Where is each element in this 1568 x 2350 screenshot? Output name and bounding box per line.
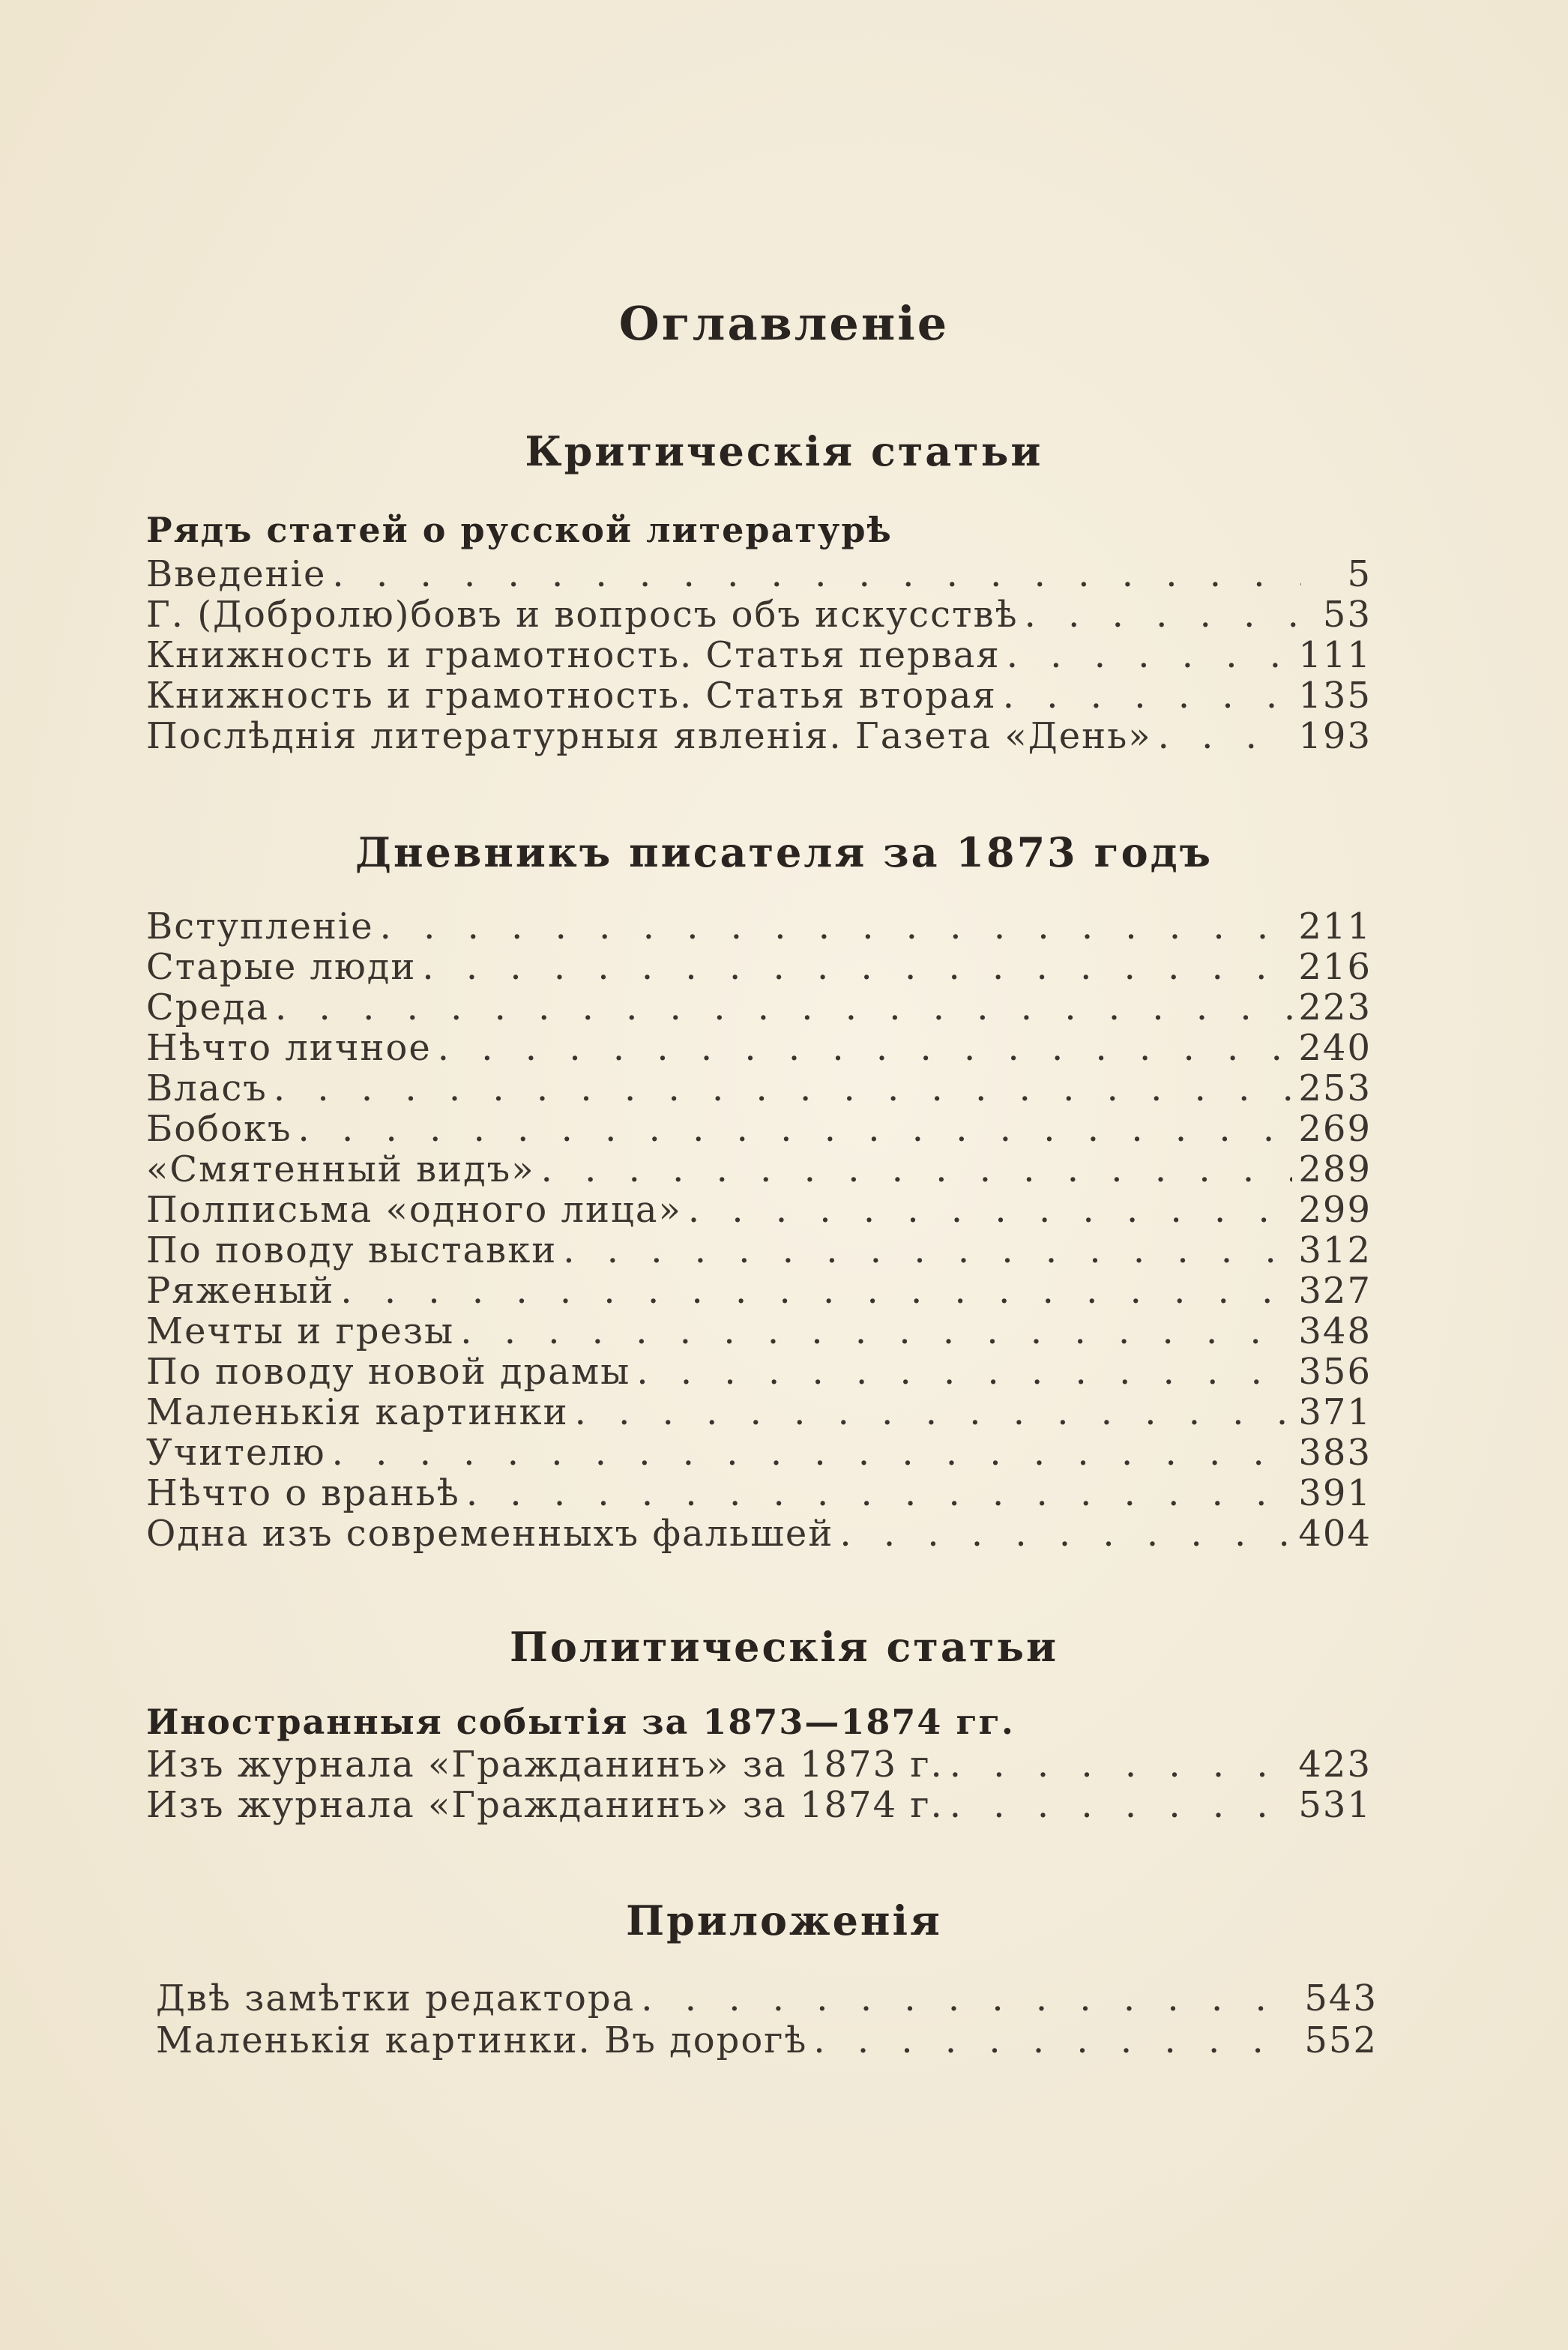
toc-entry-page: 135 [1298,675,1372,717]
toc-entry[interactable] [146,906,1372,946]
dot-leader [541,1148,1293,1190]
dot-leader [298,1108,1293,1150]
toc-entry-page: 193 [1298,715,1372,757]
toc-entry-title: Бобокъ [146,1108,292,1150]
toc-entry-title: Г. (Добролю)бовъ и вопросъ объ искусствѣ [146,594,1019,636]
dot-leader [332,553,1301,595]
dot-leader [1003,675,1293,717]
toc-entry-page: 299 [1298,1189,1372,1231]
toc-entry-title: Нѣчто личное [146,1027,432,1069]
dot-leader [340,1270,1292,1312]
toc-entry[interactable] [146,1310,1372,1351]
toc-entry-title: Книжность и грамотность. Статья первая [146,634,1001,676]
section-heading-political: Политическія статьи [509,1623,1059,1671]
toc-entry-title: Мечты и грезы [146,1310,455,1352]
toc-entry-page: 240 [1298,1027,1372,1069]
toc-entry-title: Старые люди [146,946,417,988]
toc-entry[interactable] [146,553,1372,594]
toc-entry-page: 404 [1298,1513,1372,1555]
toc-entry-page: 423 [1298,1744,1372,1786]
toc-entry[interactable] [146,1270,1372,1310]
toc-entry-title: Послѣднія литературныя явленія. Газета «День» [146,715,1152,757]
toc-entry[interactable] [146,594,1372,634]
toc-entry-page: 348 [1298,1310,1372,1352]
section-heading-critical: Критическія статьи [525,427,1043,475]
toc-entry-page: 356 [1298,1351,1372,1393]
section-heading-diary: Дневникъ писателя за 1873 годъ [355,828,1213,876]
toc-entry-title: Ряженый [146,1270,335,1312]
toc-entry-page: 216 [1298,946,1372,988]
toc-entry[interactable] [146,1229,1372,1270]
dot-leader [460,1310,1292,1352]
toc-entry-title: По поводу новой драмы [146,1351,631,1393]
dot-leader [563,1229,1292,1271]
toc-entry-page: 53 [1322,594,1372,636]
dot-leader [274,1067,1293,1109]
toc-entry-page: 391 [1298,1472,1372,1514]
toc-entry-title: Полписьма «одного лица» [146,1189,682,1231]
toc-entry[interactable] [146,986,1372,1027]
toc-entry-title: Изъ журнала «Гражданинъ» за 1874 г. [146,1784,944,1826]
toc-entry[interactable] [146,675,1372,715]
page-title: Оглавленіе [618,296,950,351]
toc-entry[interactable] [146,1784,1372,1825]
toc-entry-title: Маленькія картинки [146,1391,569,1433]
toc-entry[interactable] [156,2019,1378,2060]
toc-entry-page: 253 [1298,1067,1372,1109]
toc-entry[interactable] [146,1432,1372,1472]
toc-entry-page: 312 [1298,1229,1372,1271]
subheading-political: Иностранныя событія за 1873—1874 гг. [146,1702,1015,1742]
dot-leader [839,1513,1292,1555]
dot-leader [1158,715,1293,757]
dot-leader [688,1189,1293,1231]
toc-entry-title: Маленькія картинки. Въ дорогѣ [156,2019,808,2061]
dot-leader [575,1391,1293,1433]
toc-entry-title: Изъ журнала «Гражданинъ» за 1873 г. [146,1744,944,1786]
dot-leader [466,1472,1293,1514]
toc-entry[interactable] [146,1513,1372,1553]
dot-leader [950,1744,1293,1786]
toc-entry-page: 111 [1298,634,1372,676]
toc-entry[interactable] [146,715,1372,756]
toc-entry-title: Книжность и грамотность. Статья вторая [146,675,997,717]
toc-entry-page: 223 [1298,986,1372,1028]
toc-entry-title: Власъ [146,1067,268,1109]
toc-entry-page: 5 [1347,553,1372,595]
dot-leader [636,1351,1292,1393]
toc-entry-title: Введеніе [146,553,327,595]
dot-leader [950,1784,1293,1826]
toc-entry-title: Нѣчто о враньѣ [146,1472,460,1514]
dot-leader [1007,634,1293,676]
toc-entry-title: Одна изъ современныхъ фальшей [146,1513,834,1555]
toc-entry-page: 383 [1298,1432,1372,1474]
toc-entry-title: Вступленіе [146,906,374,947]
toc-entry-title: Учителю [146,1432,326,1474]
toc-entry[interactable] [146,1027,1372,1067]
toc-entry-page: 327 [1298,1270,1372,1312]
toc-entry-page: 289 [1298,1148,1372,1190]
dot-leader [332,1432,1293,1474]
section-heading-appendix: Приложенія [626,1896,942,1944]
toc-entry[interactable] [146,1067,1372,1108]
dot-leader [275,986,1292,1028]
toc-entry[interactable] [146,1351,1372,1391]
toc-entry[interactable] [146,946,1372,986]
subheading-critical: Рядъ статей о русской литературѣ [146,510,893,550]
toc-entry-title: По поводу выставки [146,1229,558,1271]
toc-entry-page: 269 [1298,1108,1372,1150]
toc-entry-page: 543 [1304,1977,1378,2019]
dot-leader [438,1027,1293,1069]
dot-leader [641,1977,1298,2019]
toc-entry[interactable] [146,1391,1372,1432]
dot-leader [380,906,1293,947]
toc-entry[interactable] [156,1977,1378,2018]
toc-entry-title: Среда [146,986,270,1028]
toc-entry-page: 211 [1298,906,1372,947]
toc-entry[interactable] [146,634,1372,675]
toc-entry-page: 531 [1298,1784,1372,1826]
toc-entry-title: Двѣ замѣтки редактора [156,1977,636,2019]
toc-entry[interactable] [146,1189,1372,1229]
toc-entry[interactable] [146,1108,1372,1148]
dot-leader [422,946,1292,988]
toc-entry[interactable] [146,1472,1372,1513]
dot-leader [813,2019,1298,2061]
toc-entry-page: 552 [1304,2019,1378,2061]
toc-entry[interactable] [146,1148,1372,1189]
toc-entry[interactable] [146,1744,1372,1784]
toc-entry-title: «Смятенный видъ» [146,1148,535,1190]
dot-leader [1025,594,1301,636]
toc-entry-page: 371 [1298,1391,1372,1433]
